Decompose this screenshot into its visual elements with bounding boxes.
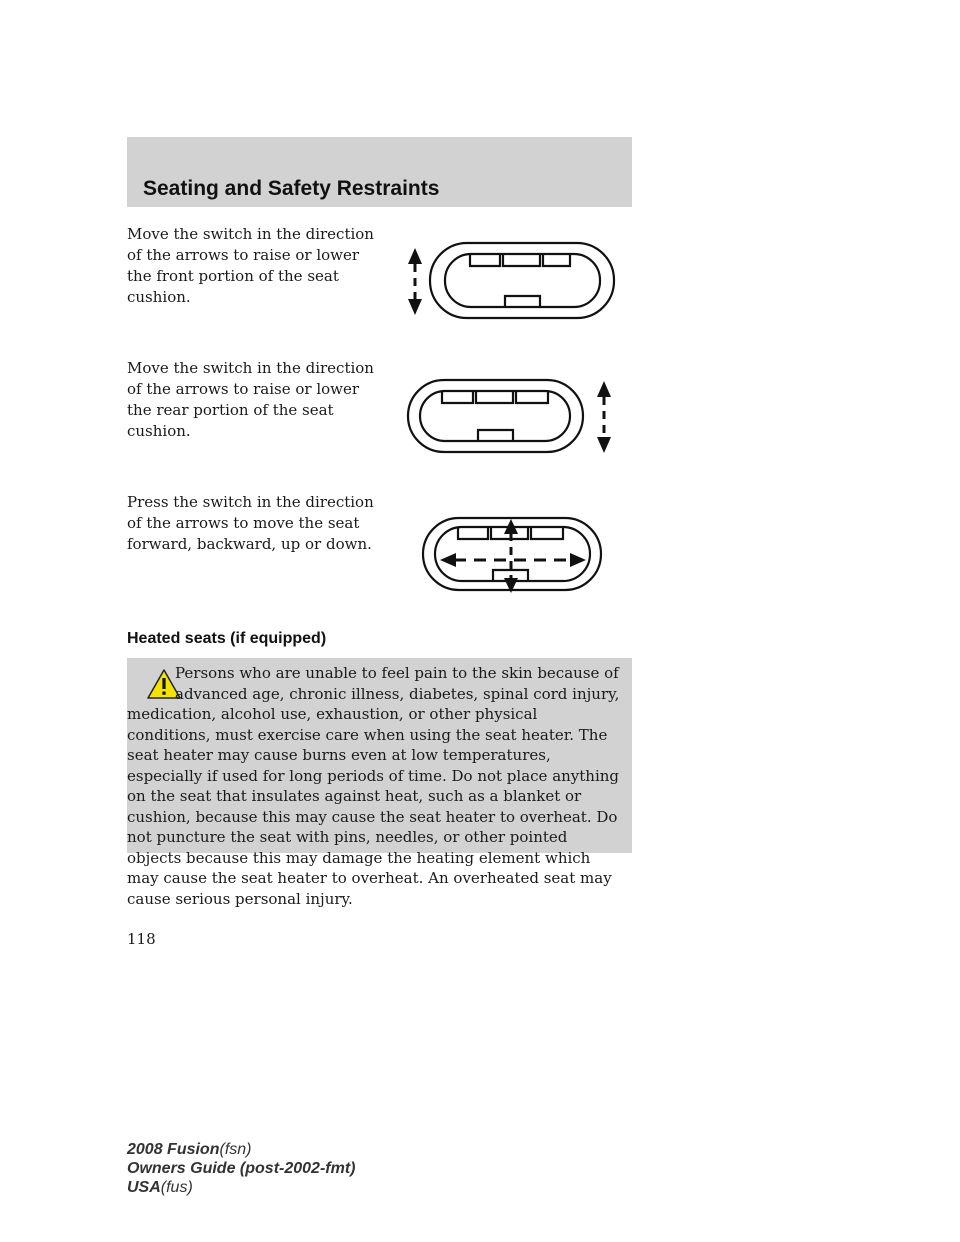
footer-market: USA (127, 1179, 161, 1196)
rear-cushion-switch-illustration (405, 377, 620, 457)
section-heading-heated-seats: Heated seats (if equipped) (127, 630, 327, 647)
front-cushion-switch-illustration (400, 240, 620, 322)
footer-model-code: (fsn) (219, 1141, 252, 1158)
footer-model: 2008 Fusion (127, 1141, 220, 1158)
seat-position-switch-illustration (420, 515, 605, 597)
warning-callout (127, 658, 632, 908)
section-title: Seating and Safety Restraints (143, 177, 440, 200)
section-header-band (127, 137, 632, 207)
warning-text: Persons who are unable to feel pain to the skin because of advanced age, chronic illness, diabetes, spinal cord injury, medication, alcohol use, exhaustion, or other physical conditions, must exercise care when using the seat heater. The seat heater may cause burns even at low temperatures, especially if used for long periods of time. Do not place anything on the seat that insulates against heat, such as a blanket or cushion, because this may cause the seat heater to overheat. Do not puncture the seat with pins, needles, or other pointed objects because this may damage the heating element which may cause the seat heater to overheat. An overheated seat may cause serious personal injury. (127, 664, 620, 908)
footer-market-code: (fus) (160, 1179, 193, 1196)
paragraph-rear-cushion: Move the switch in the direction of the arrows to raise or lower the rear portion of the seat cushion. (127, 359, 374, 440)
up-down-arrow-icon (408, 248, 422, 315)
up-down-arrow-icon (597, 381, 611, 453)
paragraph-forward-backward: Press the switch in the direction of the arrows to move the seat forward, backward, up or down. (127, 493, 374, 553)
document-footer (127, 1140, 355, 1197)
footer-guide: Owners Guide (post-2002-fmt) (127, 1160, 356, 1177)
page-number: 118 (127, 930, 156, 948)
paragraph-front-cushion: Move the switch in the direction of the arrows to raise or lower the front portion of the seat cushion. (127, 225, 374, 306)
